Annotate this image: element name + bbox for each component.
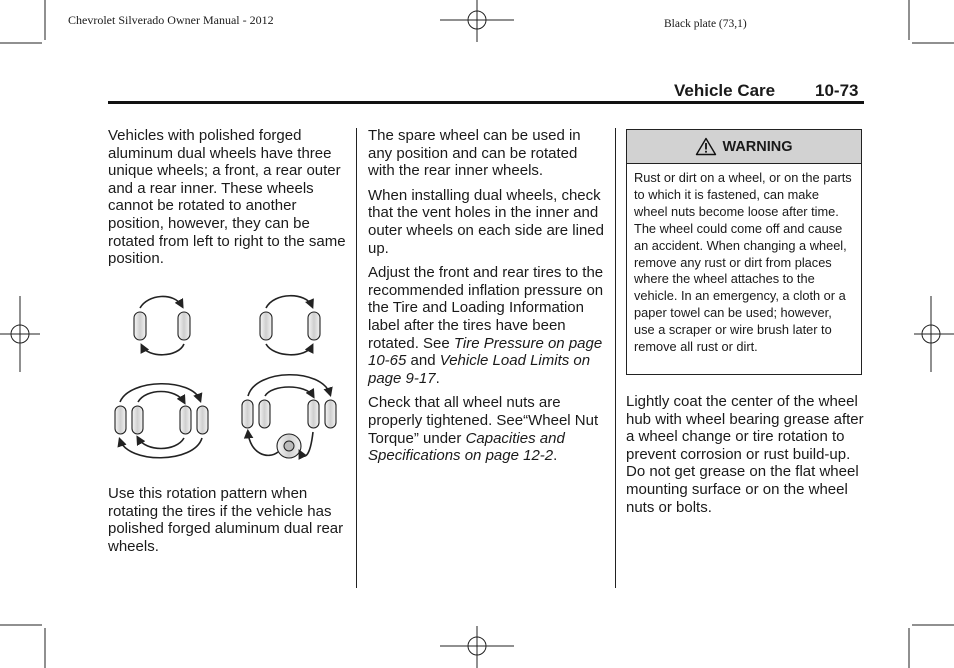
spare-wheel-paragraph: The spare wheel can be used in any position and can be rotated with the rear inner wheels. xyxy=(368,127,581,180)
column-1-caption xyxy=(108,485,348,562)
tire-pressure-link[interactable]: Tire Pressure on page 10-65 xyxy=(368,334,603,370)
warning-header xyxy=(627,130,861,164)
column-2 xyxy=(368,127,606,472)
section-title: Vehicle Care xyxy=(674,81,776,100)
page-number: 10-73 xyxy=(815,81,859,100)
intro-paragraph: Vehicles with polished forged aluminum dual wheels have three unique wheels; a front, a rear outer and a rear inner. These wheels cannot be rotated to another position, however, they can be rotated from left to right to the same position. xyxy=(108,127,346,268)
column-1-intro xyxy=(108,127,348,275)
inflation-text: Adjust the front and rear tires to the recommended inflation pressure on the Tire and Loading Information label after the tires have been rotated. See xyxy=(368,264,604,352)
column-divider-1 xyxy=(356,128,357,588)
warning-box xyxy=(626,129,862,375)
wheel-nuts-paragraph: Check that all wheel nuts are properly tightened. See“Wheel Nut Torque” under Capacities and Specifications on page 12-2. xyxy=(368,394,599,465)
column-3-body xyxy=(626,393,866,523)
grease-paragraph: Lightly coat the center of the wheel hub with wheel bearing grease after a wheel change or tire rotation to prevent corrosion or rust build-up. Do not get grease on the flat wheel mounting surface or on the wheel nuts or bolts. xyxy=(626,393,864,516)
inflation-paragraph: Adjust the front and rear tires to the recommended inflation pressure on the Tire and Loading Information label after the tires have been rotated. See Tire Pressure on page 10-65 and Vehicle Load Limits on page 9-17. xyxy=(368,264,604,387)
dual-wheels-paragraph: When installing dual wheels, check that the vent holes in the inner and outer wheels on each side are lined up. xyxy=(368,186,604,257)
capacities-link[interactable]: Capacities and Specifications on page 12-2 xyxy=(368,429,565,465)
plate-label: Black plate (73,1) xyxy=(664,18,747,30)
warning-text: Rust or dirt on a wheel, or on the parts to which it is fastened, can make wheel nuts become loose after time. The wheel could come off and cause an accident. When changing a wheel, remove any rust or dirt from places where the wheel attaches to the vehicle. In an emergency, a cloth or a paper towel can be used; however, use a scraper or wire brush later to remove all rust or dirt. xyxy=(634,170,852,355)
warning-title: WARNING xyxy=(722,138,793,155)
and-text: and xyxy=(406,352,440,370)
warning-triangle-icon xyxy=(695,137,717,156)
column-divider-2 xyxy=(615,128,616,588)
load-limits-link[interactable]: Vehicle Load Limits on page 9-17 xyxy=(368,352,591,387)
header-rule xyxy=(108,101,864,104)
manual-title: Chevrolet Silverado Owner Manual - 2012 xyxy=(68,13,274,27)
wheel-nuts-text: Check that all wheel nuts are properly tightened. See“Wheel Nut Torque” under xyxy=(368,394,599,447)
tire-rotation-diagram xyxy=(108,288,348,470)
diagram-caption: Use this rotation pattern when rotating the tires if the vehicle has polished forged aluminum dual rear wheels. xyxy=(108,485,344,555)
